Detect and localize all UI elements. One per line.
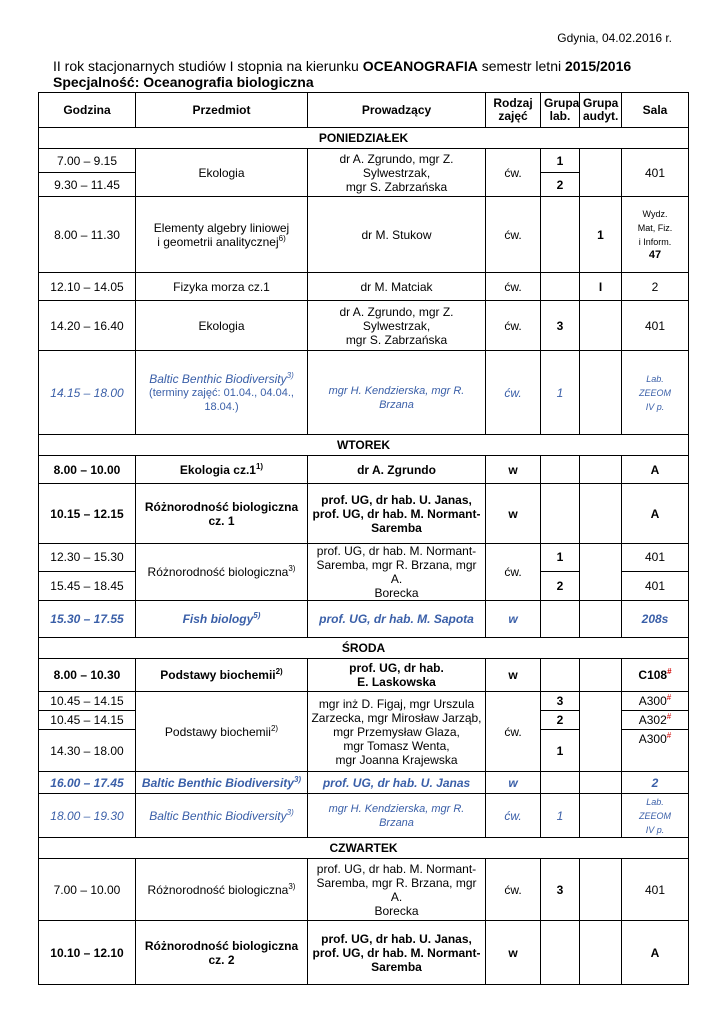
- cell-text: Baltic Benthic Biodiversity: [141, 775, 294, 790]
- table-cell: 10.15 – 12.15: [39, 484, 136, 544]
- table-cell: 18.00 – 19.30: [39, 794, 136, 838]
- cell-text: A302: [638, 713, 667, 727]
- cell-text: mgr inż D. Figaj, mgr Urszula: [318, 696, 475, 711]
- cell-text: semestr letni: [477, 58, 565, 74]
- table-row: [39, 544, 689, 572]
- cell-text: prof. UG, dr hab. M. Normant-: [316, 544, 477, 558]
- table-cell: A: [622, 456, 689, 484]
- cell-text: prof. UG, dr hab. U. Janas,: [321, 931, 472, 946]
- table-cell: [136, 692, 308, 772]
- table-cell: 14.30 – 18.00: [39, 730, 136, 772]
- table-cell: 2: [541, 571, 580, 600]
- table-cell: 8.00 – 11.30: [39, 197, 136, 273]
- table-cell: [308, 859, 486, 921]
- cell-text: prof. UG, dr hab.: [349, 661, 444, 675]
- table-cell: 3: [541, 859, 580, 921]
- table-cell: [622, 730, 689, 772]
- table-cell: 3: [541, 301, 580, 351]
- table-cell: w: [486, 772, 541, 794]
- cell-text: Różnorodność biologiczna: [147, 565, 289, 579]
- table-cell: w: [486, 659, 541, 692]
- table-cell: 7.00 – 10.00: [39, 859, 136, 921]
- table-cell: A: [622, 921, 689, 985]
- cell-text: Różnorodność biologiczna: [147, 882, 289, 897]
- table-row: [39, 456, 689, 484]
- cell-text: 47: [648, 249, 662, 261]
- col-header-grupa-audyt: [580, 93, 622, 128]
- cell-text: Saremba, mgr R. Brzana, mgr A.: [316, 558, 477, 586]
- cell-text: #: [666, 731, 672, 740]
- cell-text: Podstawy biochemii: [160, 668, 276, 682]
- table-cell: [622, 351, 689, 435]
- table-cell: 9.30 – 11.45: [39, 173, 136, 197]
- table-cell: 15.30 – 17.55: [39, 601, 136, 638]
- table-cell: [541, 921, 580, 985]
- table-cell: [580, 921, 622, 985]
- table-cell: CZWARTEK: [39, 838, 689, 859]
- cell-text: i geometrii analitycznej: [157, 234, 279, 249]
- table-cell: [580, 149, 622, 197]
- table-header-row: [39, 93, 689, 128]
- table-cell: I: [580, 273, 622, 301]
- table-cell: 208s: [622, 601, 689, 638]
- cell-text: C108: [638, 668, 668, 682]
- cell-text: Elementy algebry liniowej: [153, 220, 290, 235]
- heading-line-1: [53, 58, 631, 74]
- cell-text: 3): [288, 564, 296, 573]
- table-cell: [136, 456, 308, 484]
- cell-text: OCEANOGRAFIA: [362, 58, 478, 74]
- table-cell: 14.15 – 18.00: [39, 351, 136, 435]
- table-row: [39, 794, 689, 838]
- table-cell: 401: [622, 859, 689, 921]
- cell-text: cz. 1: [208, 513, 235, 528]
- table-cell: [580, 794, 622, 838]
- table-cell: Ekologia: [136, 301, 308, 351]
- cell-text: 3): [286, 807, 294, 817]
- table-cell: [136, 544, 308, 601]
- table-row: [39, 197, 689, 273]
- cell-text: Grupa: [583, 96, 619, 110]
- day-header-wednesday: [39, 638, 689, 659]
- table-cell: mgr H. Kendzierska, mgr R. Brzana: [308, 351, 486, 435]
- day-header-thursday: [39, 838, 689, 859]
- table-cell: [308, 149, 486, 197]
- table-cell: A: [622, 484, 689, 544]
- table-cell: 1: [541, 730, 580, 772]
- cell-text: Lab.: [646, 373, 664, 384]
- table-row: [39, 772, 689, 794]
- table-cell: ćw.: [486, 794, 541, 838]
- table-cell: Ekologia: [136, 149, 308, 197]
- table-cell: [308, 659, 486, 692]
- table-cell: 12.30 – 15.30: [39, 544, 136, 572]
- table-cell: [580, 544, 622, 601]
- col-header-rodzaj: [486, 93, 541, 128]
- table-row: [39, 601, 689, 638]
- table-cell: ŚRODA: [39, 638, 689, 659]
- cell-text: #: [666, 712, 672, 721]
- table-cell: [541, 456, 580, 484]
- table-cell: ćw.: [486, 859, 541, 921]
- table-cell: ćw.: [486, 351, 541, 435]
- table-cell: [541, 484, 580, 544]
- table-cell: 3: [541, 692, 580, 711]
- document-heading: [53, 58, 631, 90]
- table-cell: [136, 859, 308, 921]
- table-cell: 10.45 – 14.15: [39, 692, 136, 711]
- table-cell: [580, 484, 622, 544]
- table-cell: WTOREK: [39, 435, 689, 456]
- cell-text: 6): [278, 233, 286, 243]
- table-row: [39, 301, 689, 351]
- day-header-tuesday: [39, 435, 689, 456]
- table-cell: 1: [580, 197, 622, 273]
- cell-text: Różnorodność biologiczna: [144, 938, 299, 953]
- table-cell: [308, 921, 486, 985]
- table-cell: [622, 711, 689, 730]
- cell-text: 3): [286, 370, 294, 380]
- table-cell: 14.20 – 16.40: [39, 301, 136, 351]
- table-cell: [308, 544, 486, 601]
- table-cell: [580, 456, 622, 484]
- table-cell: [136, 601, 308, 638]
- table-cell: 16.00 – 17.45: [39, 772, 136, 794]
- cell-text: 2): [270, 723, 279, 733]
- table-cell: 401: [622, 301, 689, 351]
- table-cell: 1: [541, 149, 580, 173]
- table-row: [39, 659, 689, 692]
- cell-text: 1): [255, 461, 264, 471]
- table-cell: w: [486, 484, 541, 544]
- cell-text: Lab.: [646, 796, 664, 807]
- cell-text: mgr Tomasz Wenta,: [343, 738, 450, 753]
- cell-text: 2): [275, 667, 283, 676]
- table-cell: [136, 772, 308, 794]
- table-cell: 1: [541, 351, 580, 435]
- table-cell: [541, 601, 580, 638]
- table-cell: [136, 197, 308, 273]
- table-cell: 10.10 – 12.10: [39, 921, 136, 985]
- table-row: [39, 859, 689, 921]
- cell-text: Baltic Benthic Biodiversity: [149, 371, 287, 386]
- cell-text: Różnorodność biologiczna: [144, 499, 299, 514]
- cell-text: IV p.: [645, 401, 665, 412]
- table-cell: mgr H. Kendzierska, mgr R. Brzana: [308, 794, 486, 838]
- table-row: [39, 692, 689, 711]
- cell-text: zajęć: [498, 109, 528, 123]
- table-cell: w: [486, 601, 541, 638]
- table-cell: [580, 659, 622, 692]
- table-cell: [580, 859, 622, 921]
- cell-text: Mat, Fiz.: [637, 223, 673, 233]
- table-row: [39, 921, 689, 985]
- table-row: [39, 149, 689, 173]
- table-cell: [136, 351, 308, 435]
- table-cell: [136, 659, 308, 692]
- table-cell: 1: [541, 544, 580, 572]
- table-cell: 12.10 – 14.05: [39, 273, 136, 301]
- col-header-prowadzacy: Prowadzący: [308, 93, 486, 128]
- table-cell: [580, 692, 622, 772]
- table-cell: [541, 197, 580, 273]
- col-header-przedmiot: Przedmiot: [136, 93, 308, 128]
- document-date: Gdynia, 04.02.2016 r.: [557, 31, 672, 45]
- cell-text: 5): [253, 611, 261, 620]
- cell-text: Fish biology: [182, 612, 254, 626]
- cell-text: Baltic Benthic Biodiversity: [149, 808, 287, 823]
- cell-text: i Inform.: [638, 237, 672, 247]
- col-header-grupa-lab: [541, 93, 580, 128]
- table-cell: prof. UG, dr hab. U. Janas: [308, 772, 486, 794]
- cell-text: audyt.: [583, 109, 619, 123]
- cell-text: prof. UG, dr hab. U. Janas,: [321, 492, 472, 507]
- cell-text: Grupa: [544, 96, 580, 110]
- table-cell: dr M. Stukow: [308, 197, 486, 273]
- cell-text: Rodzaj: [493, 96, 533, 110]
- table-cell: [622, 794, 689, 838]
- table-cell: [622, 692, 689, 711]
- table-cell: PONIEDZIAŁEK: [39, 128, 689, 149]
- cell-text: prof. UG, dr hab. M. Normant-: [312, 506, 481, 521]
- table-cell: [136, 921, 308, 985]
- table-cell: [136, 794, 308, 838]
- table-cell: [541, 273, 580, 301]
- cell-text: dr A. Zgrundo, mgr Z. Sylwestrzak,: [339, 151, 454, 180]
- cell-text: Borecka: [374, 903, 419, 918]
- table-cell: dr A. Zgrundo: [308, 456, 486, 484]
- cell-text: 3): [288, 881, 296, 891]
- table-row: [39, 273, 689, 301]
- cell-text: 3): [293, 774, 302, 784]
- table-cell: [541, 659, 580, 692]
- table-cell: [308, 692, 486, 772]
- cell-text: prof. UG, dr hab. M. Normant-: [316, 861, 477, 876]
- table-cell: 15.45 – 18.45: [39, 571, 136, 600]
- cell-text: A300: [638, 732, 667, 746]
- cell-text: Borecka: [374, 586, 419, 600]
- table-row: [39, 484, 689, 544]
- table-cell: dr M. Matciak: [308, 273, 486, 301]
- cell-text: prof. UG, dr hab. M. Normant-: [312, 945, 481, 960]
- cell-text: mgr Przemysław Glaza,: [333, 724, 460, 739]
- schedule-table: [38, 92, 689, 985]
- cell-text: Ekologia cz.1: [179, 462, 256, 477]
- col-header-godzina: Godzina: [39, 93, 136, 128]
- table-row: [39, 351, 689, 435]
- cell-text: #: [666, 693, 672, 702]
- cell-text: Zarzecka, mgr Mirosław Jarząb,: [311, 710, 482, 725]
- table-cell: 2: [541, 173, 580, 197]
- table-cell: [308, 301, 486, 351]
- cell-text: #: [667, 667, 672, 676]
- table-cell: 8.00 – 10.00: [39, 456, 136, 484]
- table-cell: 401: [622, 571, 689, 600]
- table-cell: 401: [622, 149, 689, 197]
- cell-text: (terminy zajęć: 01.04., 04.04.,: [149, 386, 294, 399]
- table-cell: [580, 301, 622, 351]
- table-cell: [580, 772, 622, 794]
- cell-text: Saremba: [371, 520, 422, 535]
- cell-text: 18.04.): [204, 400, 239, 413]
- table-cell: ćw.: [486, 273, 541, 301]
- cell-text: II rok stacjonarnych studiów I stopnia na kierunku: [53, 58, 363, 74]
- table-cell: ćw.: [486, 692, 541, 772]
- col-header-sala: Sala: [622, 93, 689, 128]
- cell-text: Saremba, mgr R. Brzana, mgr A.: [316, 875, 477, 904]
- table-cell: 10.45 – 14.15: [39, 711, 136, 730]
- table-cell: 2: [622, 273, 689, 301]
- table-cell: prof. UG, dr hab. M. Sapota: [308, 601, 486, 638]
- cell-text: A300: [638, 694, 667, 708]
- table-cell: ćw.: [486, 149, 541, 197]
- table-cell: 7.00 – 9.15: [39, 149, 136, 173]
- table-cell: [308, 484, 486, 544]
- cell-text: mgr S. Zabrzańska: [345, 179, 448, 194]
- table-cell: Fizyka morza cz.1: [136, 273, 308, 301]
- cell-text: ZEEOM: [638, 387, 671, 398]
- table-cell: [622, 659, 689, 692]
- cell-text: dr A. Zgrundo, mgr Z. Sylwestrzak,: [339, 304, 454, 333]
- table-cell: [580, 351, 622, 435]
- cell-text: cz. 2: [208, 952, 235, 967]
- cell-text: Saremba: [371, 959, 422, 974]
- cell-text: E. Laskowska: [357, 675, 436, 689]
- cell-text: 2015/2016: [564, 58, 632, 74]
- cell-text: ZEEOM: [638, 810, 671, 821]
- table-cell: w: [486, 921, 541, 985]
- heading-specialization: Specjalność: Oceanografia biologiczna: [53, 74, 314, 90]
- table-cell: [136, 484, 308, 544]
- table-cell: 401: [622, 544, 689, 572]
- cell-text: Podstawy biochemii: [164, 724, 271, 739]
- table-cell: ćw.: [486, 544, 541, 601]
- table-cell: [622, 197, 689, 273]
- cell-text: lab.: [549, 109, 571, 123]
- cell-text: Wydz.: [642, 209, 668, 219]
- table-cell: ćw.: [486, 197, 541, 273]
- cell-text: mgr Joanna Krajewska: [335, 752, 458, 767]
- table-cell: 1: [541, 794, 580, 838]
- table-cell: 2: [541, 711, 580, 730]
- table-cell: [580, 601, 622, 638]
- day-header-monday: [39, 128, 689, 149]
- table-cell: 8.00 – 10.30: [39, 659, 136, 692]
- table-cell: ćw.: [486, 301, 541, 351]
- cell-text: IV p.: [645, 824, 665, 835]
- table-cell: [541, 772, 580, 794]
- table-cell: 2: [622, 772, 689, 794]
- cell-text: mgr S. Zabrzańska: [345, 332, 448, 347]
- table-cell: w: [486, 456, 541, 484]
